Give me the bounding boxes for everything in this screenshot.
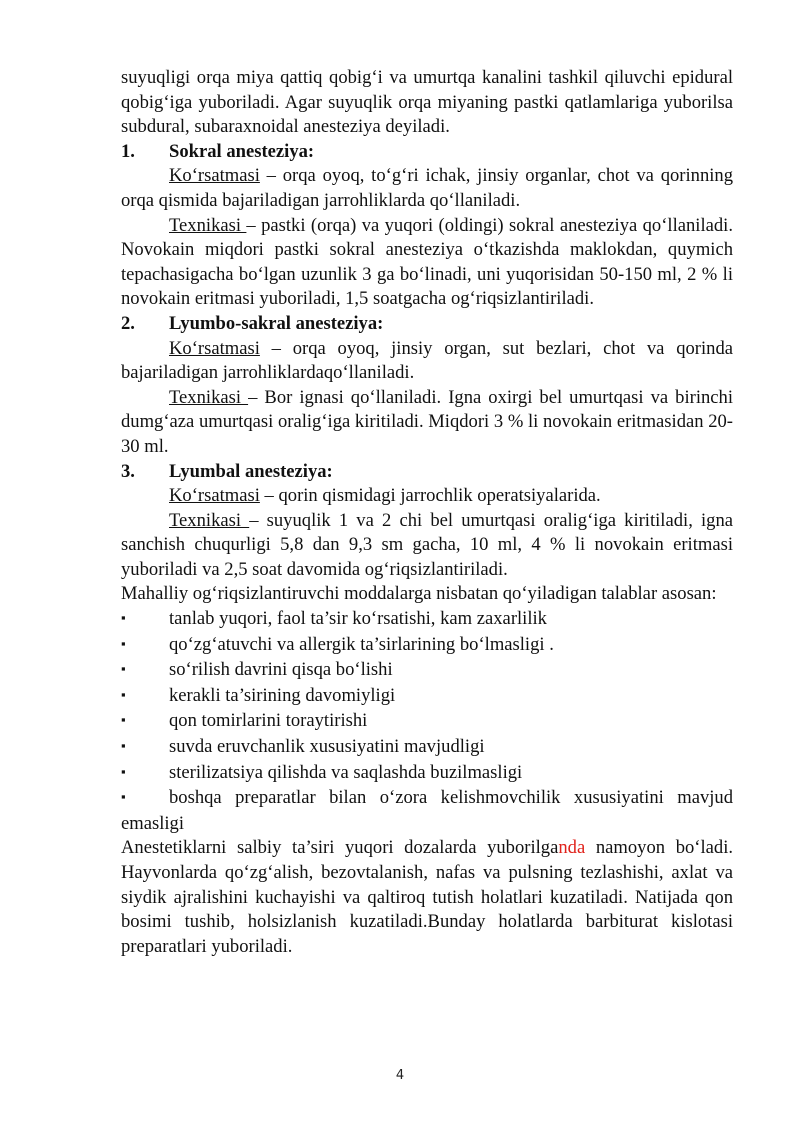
list-item-text: sterilizatsiya qilishda va saqlashda buzilmasligi <box>169 761 523 783</box>
list-item <box>121 684 733 710</box>
technique-text: – pastki (orqa) va yuqori (oldingi) sokral anesteziya qo‘llaniladi. Novokain miqdori pastki sokral anesteziya o‘tkazishda maklokdan, quymich tepachasigacha bo‘lgan uzunlik 3 ga bo‘linadi, uni yuqorisidan 50-150 ml, 2 % li novokain eritmasi yuboriladi, 1,5 soatgacha og‘riqsizlantiriladi. <box>121 214 733 310</box>
section-title: Lyumbo-sakral anesteziya: <box>169 312 384 334</box>
list-item-text: qo‘zg‘atuvchi va allergik ta’sirlarining bo‘lmasligi . <box>169 633 554 655</box>
bullet-icon: ▪ <box>121 738 126 754</box>
list-item-text: boshqa preparatlar bilan o‘zora kelishmovchilik xususiyatini mavjud emasligi <box>121 787 733 834</box>
list-item <box>121 735 733 761</box>
section-heading <box>121 460 733 485</box>
bullet-icon: ▪ <box>121 610 126 626</box>
section-heading <box>121 312 733 337</box>
list-item <box>121 786 733 836</box>
section-title: Lyumbal anesteziya: <box>169 460 333 482</box>
indication-paragraph <box>121 484 733 509</box>
document-page <box>121 66 733 959</box>
technique-text: – Bor ignasi qo‘llaniladi. Igna oxirgi bel umurtqasi va birinchi dumg‘aza umurtqasi oralig‘iga kiritiladi. Miqdori 3 % li novokain eritmasidan 20-30 ml. <box>121 386 734 457</box>
bullet-icon: ▪ <box>121 635 126 651</box>
technique-paragraph <box>121 386 733 460</box>
list-item <box>121 761 733 787</box>
list-item-text: kerakli ta’sirining davomiyligi <box>169 684 396 706</box>
technique-label: Texnikasi <box>169 214 247 236</box>
indication-text: – orqa oyoq, jinsiy organ, sut bezlari, chot va qorinda bajariladigan jarrohliklardaqo‘llaniladi. <box>121 337 733 384</box>
technique-paragraph <box>121 509 733 583</box>
closing-text-start: Anestetiklarni salbiy ta’siri yuqori dozalarda yuborilga <box>121 837 559 859</box>
closing-paragraph <box>121 836 733 959</box>
technique-label: Texnikasi <box>169 509 250 531</box>
section-number: 1. <box>121 140 135 162</box>
indication-label: Ko‘rsatmasi <box>169 337 260 359</box>
requirements-intro: Mahalliy og‘riqsizlantiruvchi moddalarga nisbatan qo‘yiladigan talablar asosan: <box>121 583 717 605</box>
indication-paragraph <box>121 337 733 386</box>
list-item-text: tanlab yuqori, faol ta’sir ko‘rsatishi, kam zaxarlilik <box>169 608 547 630</box>
section-heading <box>121 140 733 165</box>
section-title: Sokral anesteziya: <box>169 140 315 162</box>
closing-text-end: namoyon bo‘ladi. Hayvonlarda qo‘zg‘alish, bezovtalanish, nafas va pulsning tezlashishi, axlat va siydik ajralishini kuchayishi va qaltiroq tutish holatlari kuzatiladi. Natijada qon bosimi tushib, holsizlanish kuzatiladi.Bunday holatlarda barbiturat kislotasi preparatlari yuboriladi. <box>121 837 734 957</box>
list-item-text: suvda eruvchanlik xususiyatini mavjudligi <box>169 736 485 758</box>
list-item <box>121 607 733 633</box>
list-item-text: so‘rilish davrini qisqa bo‘lishi <box>169 659 393 681</box>
section-number: 3. <box>121 460 135 482</box>
indication-label: Ko‘rsatmasi <box>169 485 260 507</box>
bullet-icon: ▪ <box>121 789 126 805</box>
list-item <box>121 709 733 735</box>
bullet-icon: ▪ <box>121 712 126 728</box>
intro-paragraph: suyuqligi orqa miya qattiq qobig‘i va umurtqa kanalini tashkil qiluvchi epidural qobig‘iga yuboriladi. Agar suyuqlik orqa miyaning pastki qatlamlariga yuborilsa subdural, subaraxnoidal anesteziya deyiladi. <box>121 67 733 138</box>
technique-label: Texnikasi <box>169 386 249 408</box>
list-item <box>121 633 733 659</box>
page-number: 4 <box>395 1068 405 1083</box>
bullet-icon: ▪ <box>121 686 126 702</box>
bullet-icon: ▪ <box>121 661 126 677</box>
technique-paragraph <box>121 214 733 312</box>
indication-paragraph <box>121 164 733 213</box>
closing-text-highlight: nda <box>558 837 586 859</box>
section-number: 2. <box>121 312 135 334</box>
technique-text: – suyuqlik 1 va 2 chi bel umurtqasi oralig‘iga kiritiladi, igna sanchish chuqurligi 5,8 dan 9,3 sm gacha, 10 ml, 4 % li novokain eritmasi yuboriladi va 2,5 soat davomida og‘riqsizlantiriladi. <box>121 509 734 580</box>
list-item-text: qon tomirlarini toraytirishi <box>169 710 368 732</box>
indication-text: – orqa oyoq, to‘g‘ri ichak, jinsiy organlar, chot va qorinning orqa qismida bajariladigan jarrohliklarda qo‘llaniladi. <box>121 165 733 211</box>
indication-label: Ko‘rsatmasi <box>169 165 260 187</box>
list-item <box>121 658 733 684</box>
bullet-icon: ▪ <box>121 763 126 779</box>
indication-text: – qorin qismidagi jarrochlik operatsiyalarida. <box>259 485 601 507</box>
